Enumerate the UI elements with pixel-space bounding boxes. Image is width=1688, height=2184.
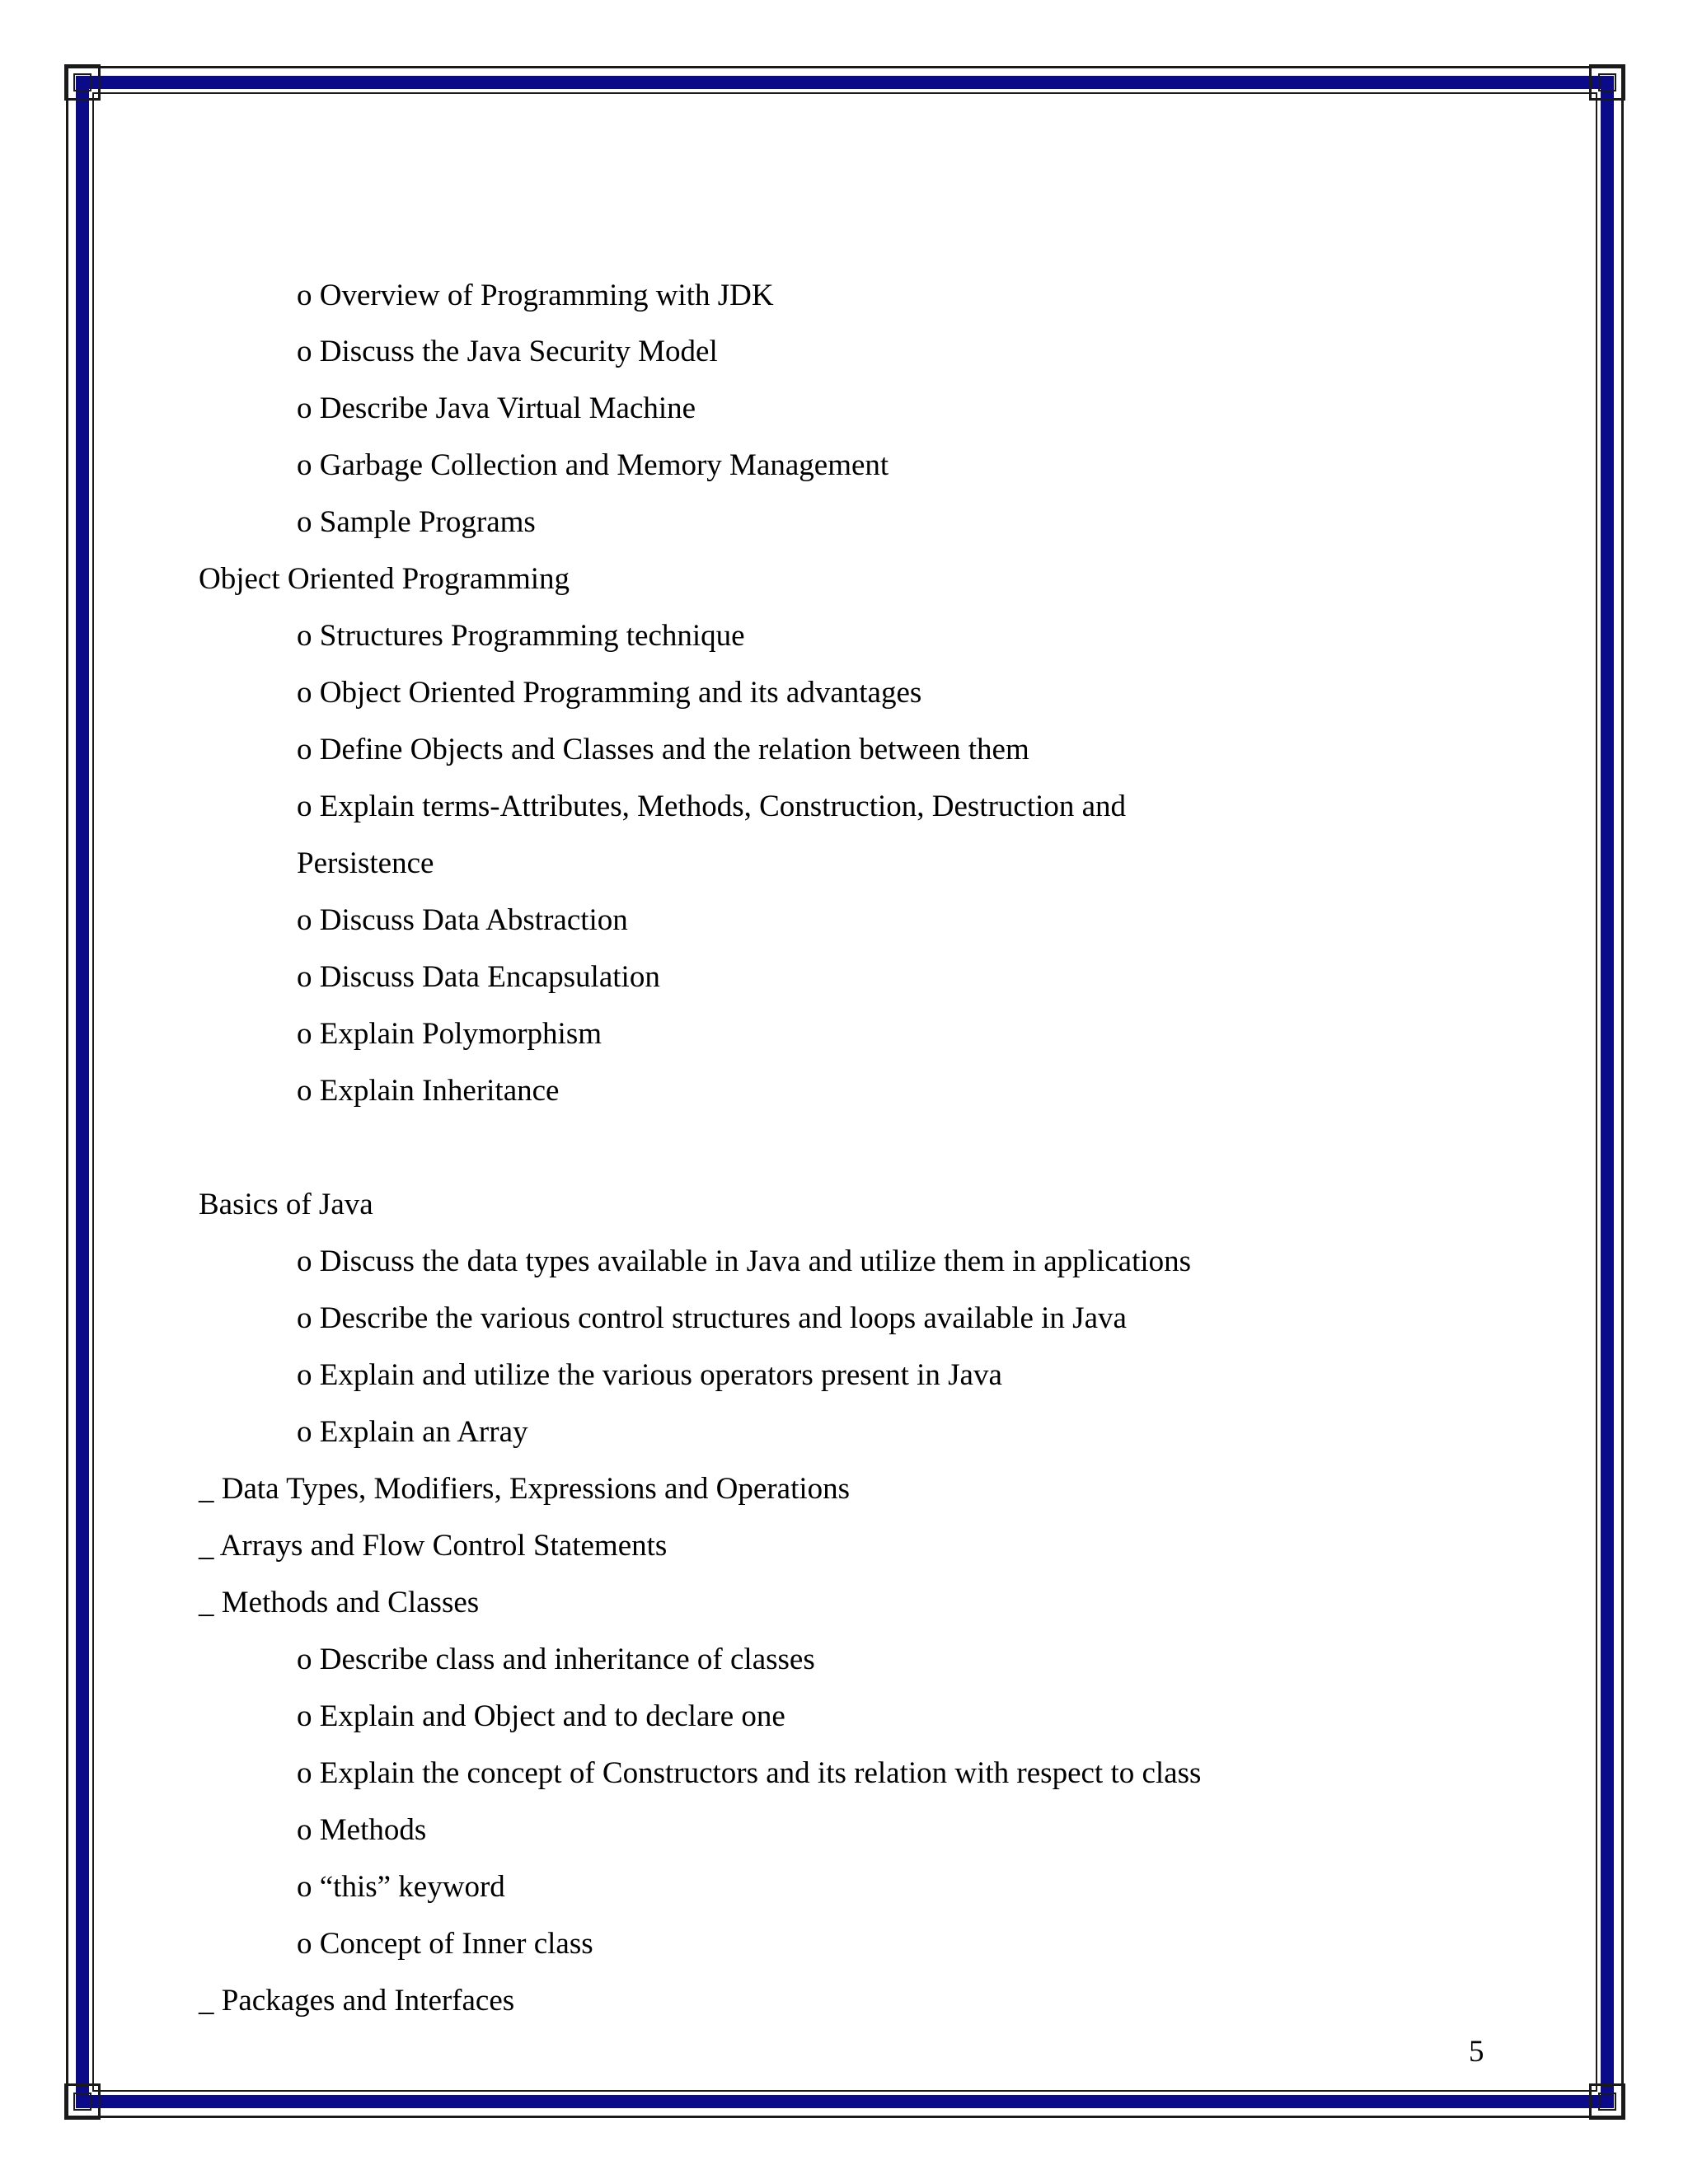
topic-item: _ Arrays and Flow Control Statements [199,1529,668,1563]
list-item: o Explain terms-Attributes, Methods, Construction, Destruction and [297,790,1127,823]
section-heading: Object Oriented Programming [199,562,570,596]
topic-item: _ Packages and Interfaces [199,1984,515,2018]
list-item: o Concept of Inner class [297,1927,593,1961]
list-item: o Discuss Data Abstraction [297,903,628,937]
list-item: o Explain Inheritance [297,1074,560,1108]
section-heading: Basics of Java [199,1188,373,1221]
corner-ornament-bottom-left [64,2083,101,2120]
corner-ornament-bottom-right [1589,2083,1625,2120]
list-item: o Explain and Object and to declare one [297,1699,785,1733]
list-item: o Explain the concept of Constructors and its relation with respect to class [297,1756,1202,1790]
list-item: o Describe Java Virtual Machine [297,391,696,425]
list-item: o Describe the various control structures and loops available in Java [297,1301,1127,1335]
list-item-continuation: Persistence [297,846,434,880]
list-item: o Sample Programs [297,505,536,539]
list-item: o Explain an Array [297,1415,528,1449]
list-item: o Define Objects and Classes and the relation between them [297,733,1029,766]
list-item: o Discuss the data types available in Java and utilize them in applications [297,1244,1192,1278]
corner-ornament-top-right [1589,64,1625,101]
list-item: o Garbage Collection and Memory Management [297,448,889,482]
list-item: o Explain Polymorphism [297,1017,602,1051]
list-item: o Discuss the Java Security Model [297,335,718,368]
topic-item: _ Methods and Classes [199,1586,480,1619]
list-item: o Structures Programming technique [297,619,745,653]
list-item: o Describe class and inheritance of classes [297,1643,815,1676]
list-item: o Object Oriented Programming and its advantages [297,676,922,710]
list-item: o Methods [297,1813,427,1847]
page-number: 5 [1469,2035,1484,2069]
corner-ornament-top-left [64,64,101,101]
list-item: o Explain and utilize the various operators present in Java [297,1358,1002,1392]
list-item: o Discuss Data Encapsulation [297,960,660,994]
topic-item: _ Data Types, Modifiers, Expressions and Operations [199,1472,851,1506]
list-item: o Overview of Programming with JDK [297,279,774,312]
list-item: o “this” keyword [297,1870,505,1904]
